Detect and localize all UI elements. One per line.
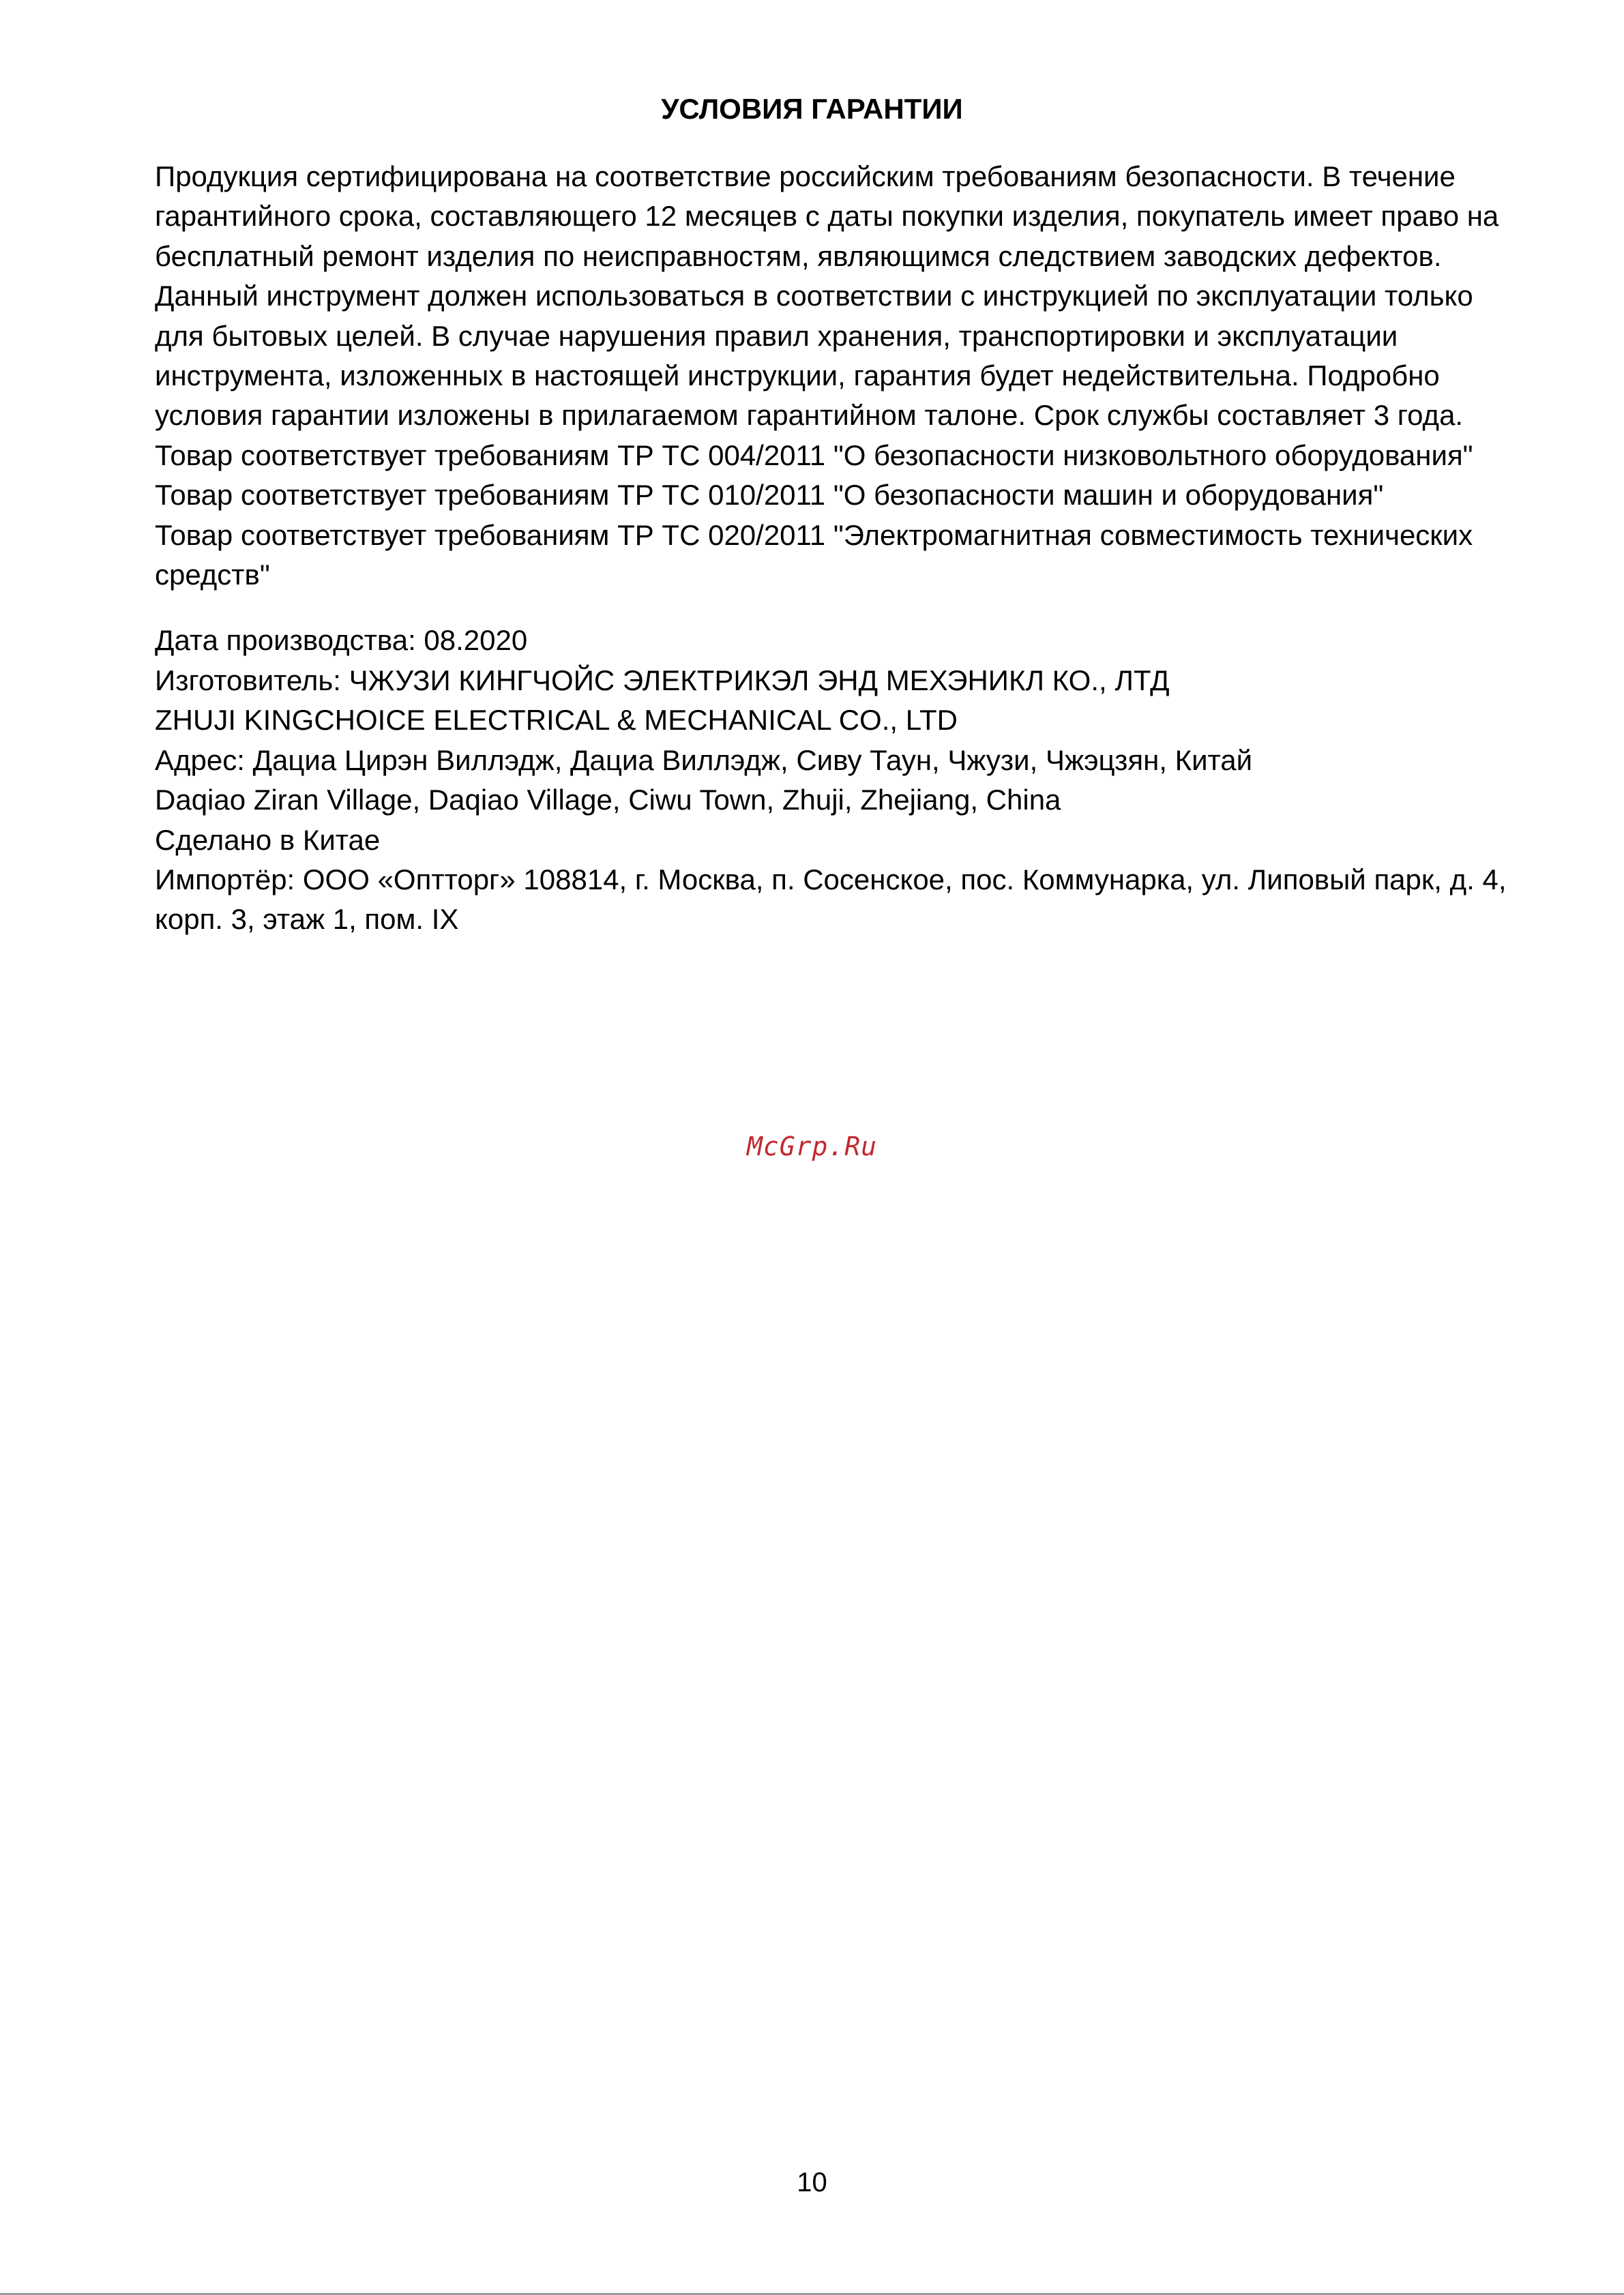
compliance-line-2: Товар соответствует требованиям ТР ТС 010/2011 "О безопасности машин и оборудования": [155, 479, 1384, 512]
importer: Импортёр: ООО «Оптторг» 108814, г. Москва, п. Сосенское, пос. Коммунарка, ул. Липовый парк, д. 4, корп. 3, этаж 1, пом. IX: [155, 863, 1507, 936]
page-title: УСЛОВИЯ ГАРАНТИИ: [661, 93, 963, 125]
document-body: [155, 157, 1519, 940]
manufacturer-ru: Изготовитель: ЧЖУЗИ КИНГЧОЙС ЭЛЕКТРИКЭЛ ЭНД МЕХЭНИКЛ КО., ЛТД: [155, 664, 1170, 696]
manufacturer-en: ZHUJI KINGCHOICE ELECTRICAL & MECHANICAL CO., LTD: [155, 704, 958, 737]
compliance-line-1: Товар соответствует требованиям ТР ТС 004/2011 "О безопасности низковольтного оборудования": [155, 439, 1473, 471]
address-ru: Адрес: Дациа Цирэн Виллэдж, Дациа Виллэдж, Сиву Таун, Чжузи, Чжэцзян, Китай: [155, 743, 1253, 776]
watermark-link[interactable]: McGrp.Ru: [746, 1131, 878, 1161]
production-date: Дата производства: 08.2020: [155, 624, 528, 657]
address-en: Daqiao Ziran Village, Daqiao Village, Ciwu Town, Zhuji, Zhejiang, China: [155, 784, 1061, 816]
country-of-origin: Сделано в Китае: [155, 823, 381, 856]
warranty-paragraph: Продукция сертифицирована на соответствие российским требованиям безопасности. В течение гарантийного срока, составляющего 12 месяцев с даты покупки изделия, покупатель имеет право на бесплатный ремонт изделия по неисправностям, являющимся следствием заводских дефектов. Данный инструмент должен использоваться в соответствии с инструкцией по эксплуатации только для бытовых целей. В случае нарушения правил хранения, транспортировки и эксплуатации инструмента, изложенных в настоящей инструкции, гарантия будет недействительна. Подробно условия гарантии изложены в прилагаемом гарантийном талоне. Срок службы составляет 3 года.: [155, 160, 1499, 432]
compliance-line-3: Товар соответствует требованиям ТР ТС 020/2011 "Электромагнитная совместимость технических средств": [155, 518, 1473, 591]
page-number: 10: [797, 2167, 827, 2197]
